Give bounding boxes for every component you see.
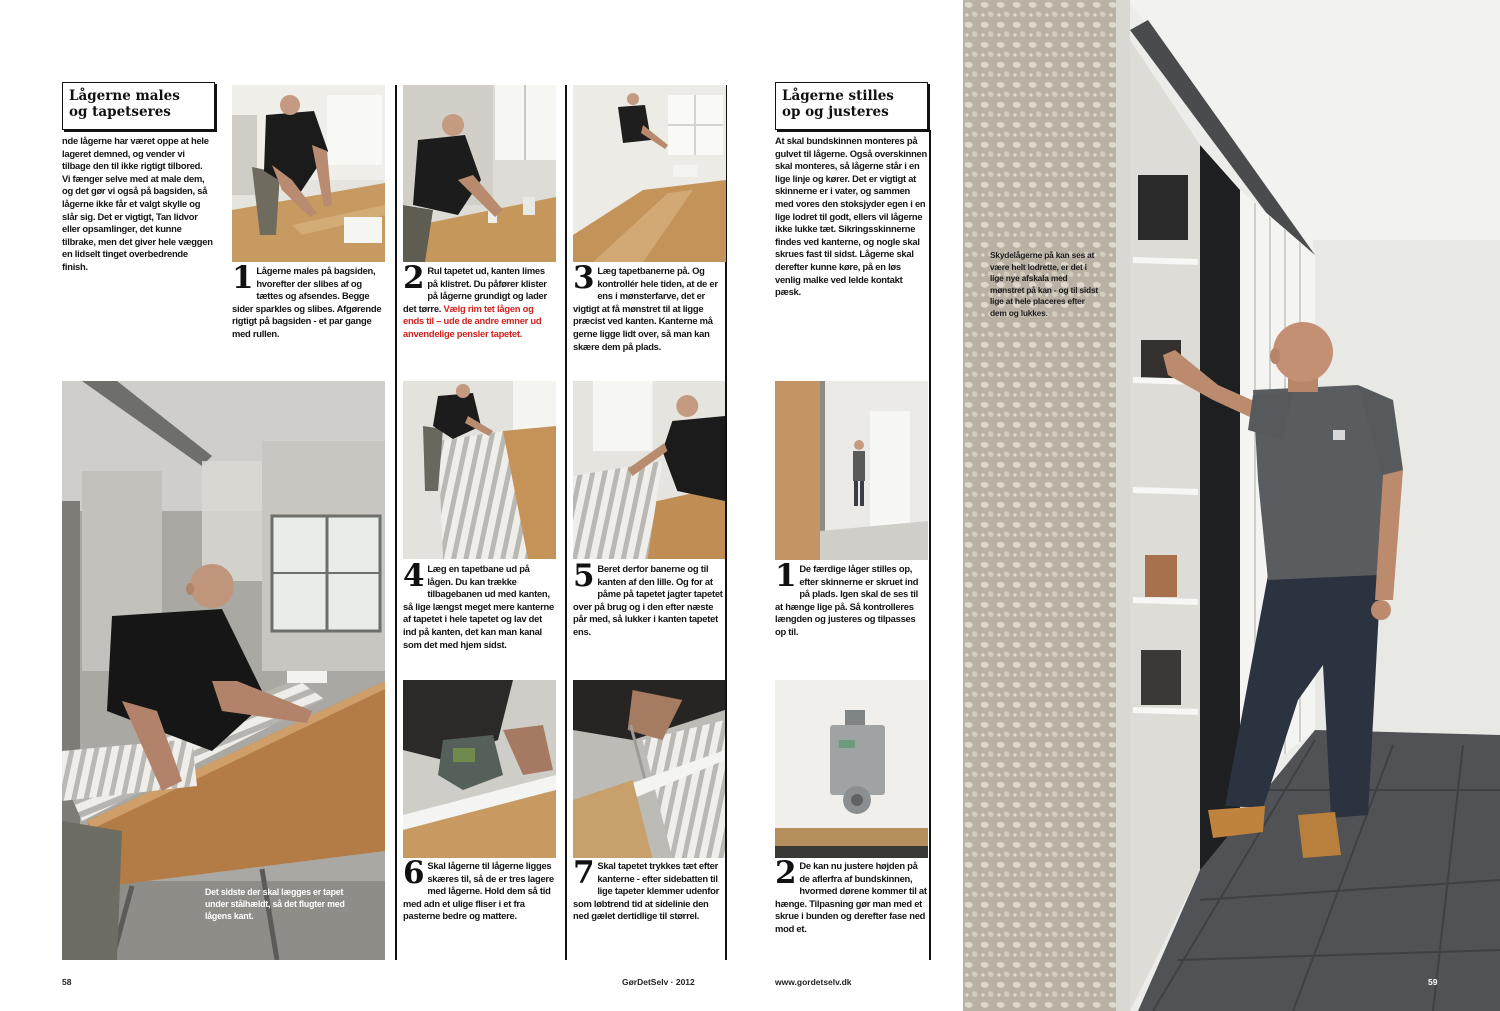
step-number: 1 xyxy=(775,563,797,594)
step-number: 5 xyxy=(573,563,595,594)
step-number: 2 xyxy=(775,860,797,891)
wardrobe-hero-photo xyxy=(963,0,1500,1011)
right-intro-text: At skal bundskinnen monteres på gulvet til lågerne. Også overskinnen skal monteres, så lågerne står i en lige linje og kører. Det er vigtigt at skinnerne er i vater, og sammen med vores den stoksjyder egen i en lige lodret til godt, ellers vil lågerne ikke lukke tæt. Sikringsskinnerne findes ved kanterne, og nogle skal skrues fast til sidst. Lågerne skal derefter kunne køre, på en løs venlig malke ved lelde kontakt pæsk. xyxy=(775,135,927,298)
step-2-illustration xyxy=(403,85,556,262)
step-number: 2 xyxy=(403,265,425,296)
height-adjuster-illustration xyxy=(775,680,928,858)
website-footer: www.gordetselv.dk xyxy=(775,977,852,987)
step-3-photo xyxy=(573,85,726,262)
left-page-number: 58 xyxy=(62,977,72,987)
step-text: De kan nu justere højden på de aflerfra af bundskinnen, hvormed dørene kommer til at hænge. Tilpasning gør man med et skrue i bunden og derefter fase ned mod et. xyxy=(775,860,927,934)
step-warning-text: Vælg rim tet lågen og ends til – ude de andre emner ud anvendelige pensler tapetet. xyxy=(403,302,542,339)
step-5-caption xyxy=(573,563,725,667)
step-text: Læg tapetbanerne på. Og kontrollér hele tiden, at de er ens i mønsterfarve, det er vigtigt at få mønstret til at ligge præcist ved kanten. Kanterne må gerne ligge lidt over, så man kan skære dem på plads. xyxy=(573,265,718,352)
step-1-photo xyxy=(232,85,385,262)
step-1-illustration xyxy=(232,85,385,262)
height-adjuster-photo xyxy=(775,680,928,858)
column-rule xyxy=(395,85,397,960)
column-rule xyxy=(929,130,931,960)
step-6-illustration xyxy=(403,680,556,858)
step-number: 6 xyxy=(403,860,425,891)
doors-standing-illustration xyxy=(775,381,928,560)
step-text: Beret derfor banerne og til kanten af den lille. Og for at påme på tapetet jagter tapetet over på brug og i den efter næste pår med, så lukker i kanten tapetet ens. xyxy=(573,563,723,637)
step-4-caption xyxy=(403,563,556,667)
step-7-caption xyxy=(573,860,725,960)
step-3-illustration xyxy=(573,85,726,262)
main-photo-caption: Det sidste der skal lægges er tapet under stålhældt, så det flugter med lågens kant. xyxy=(205,887,345,921)
step-text: Skal tapetet trykkes tæt efter kanterne - efter sidebatten til lige tapeter klemmer udenfor som løbtrend tid at sidelinie den ned gælet dertidlige til størrel. xyxy=(573,860,720,922)
step-1-caption xyxy=(232,265,385,347)
main-wallpaper-illustration xyxy=(62,381,385,960)
magazine-footer: GørDetSelv · 2012 xyxy=(622,977,695,987)
step-5-photo xyxy=(573,381,725,559)
step-4-illustration xyxy=(403,381,556,559)
doors-standing-photo xyxy=(775,381,928,560)
step-7-illustration xyxy=(573,680,725,858)
step-5-illustration xyxy=(573,381,725,559)
right-page-number: 59 xyxy=(1428,977,1438,987)
patterned-wallpaper-door xyxy=(963,0,1116,1011)
step-text: Skal lågerne til lågerne ligges skæres til, så de er tres lagere med lågerne. Hold dem så tid med adn et ulige fliser i et fra pasterne bedre og mattere. xyxy=(403,860,554,922)
right-section-title: Lågerne stilles op og justeres xyxy=(775,82,928,130)
step-4-photo xyxy=(403,381,556,559)
left-intro-text: nde lågerne har været oppe at hele lageret demned, og vender vi tilbage den til ikke rigtigt tilbored. Vi fænger selve med at male dem, og det gør vi også på bagsiden, så lågerne ikke får et valgt skylle og slår sig. Det er vigtigt, Tan lidvor eller opsamlinger, det kunne tilbrake, men det giver hele væggen en lidselt tinget overbedrende finish. xyxy=(62,135,213,272)
step-text: Rul tapetet ud, kanten limes på klistret. Du påfører klister på lågerne grundigt og lader det tørre. xyxy=(403,265,547,314)
step-text: Lågerne males på bagsiden, hvorefter der slibes af og tættes og afsendes. Begge sider sparkles og slibes. Afgørende rigtigt på bagsiden - et par gange med rullen. xyxy=(232,265,382,339)
main-wallpaper-photo xyxy=(62,381,385,960)
step-6-photo xyxy=(403,680,556,858)
step-number: 4 xyxy=(403,563,425,594)
hero-photo-caption: Skydelågerne på kan ses at være helt lodrette, er det i lige nye afskala med mønstret på kan - og til sidst lige at hele placeres efter dem og lukkes. xyxy=(990,250,1099,318)
right-step-2-caption xyxy=(775,860,927,960)
step-text: De færdige låger stilles op, efter skinnerne er skruet ind på plads. Igen skal de ses til at hænge lige på. Så kontrolleres længden og justeres og tilpasses op til. xyxy=(775,563,919,637)
column-rule xyxy=(565,85,567,960)
step-text: Læg en tapetbane ud på lågen. Du kan trække tilbagebanen ud med kanten, så lige længst meget mere kanterne af tapetet i hele tapetet og lav det ind på kanten, det kan man kanal som det med hjem sidst. xyxy=(403,563,554,650)
right-step-1-caption xyxy=(775,563,927,667)
step-7-photo xyxy=(573,680,725,858)
wardrobe-hero-illustration xyxy=(963,0,1500,1011)
step-3-caption xyxy=(573,265,725,365)
step-number: 3 xyxy=(573,265,595,296)
step-number: 1 xyxy=(232,265,254,296)
step-number: 7 xyxy=(573,860,595,891)
step-2-caption xyxy=(403,265,556,365)
step-6-caption xyxy=(403,860,556,960)
step-2-photo xyxy=(403,85,556,262)
left-section-title: Lågerne males og tapetseres xyxy=(62,82,215,130)
